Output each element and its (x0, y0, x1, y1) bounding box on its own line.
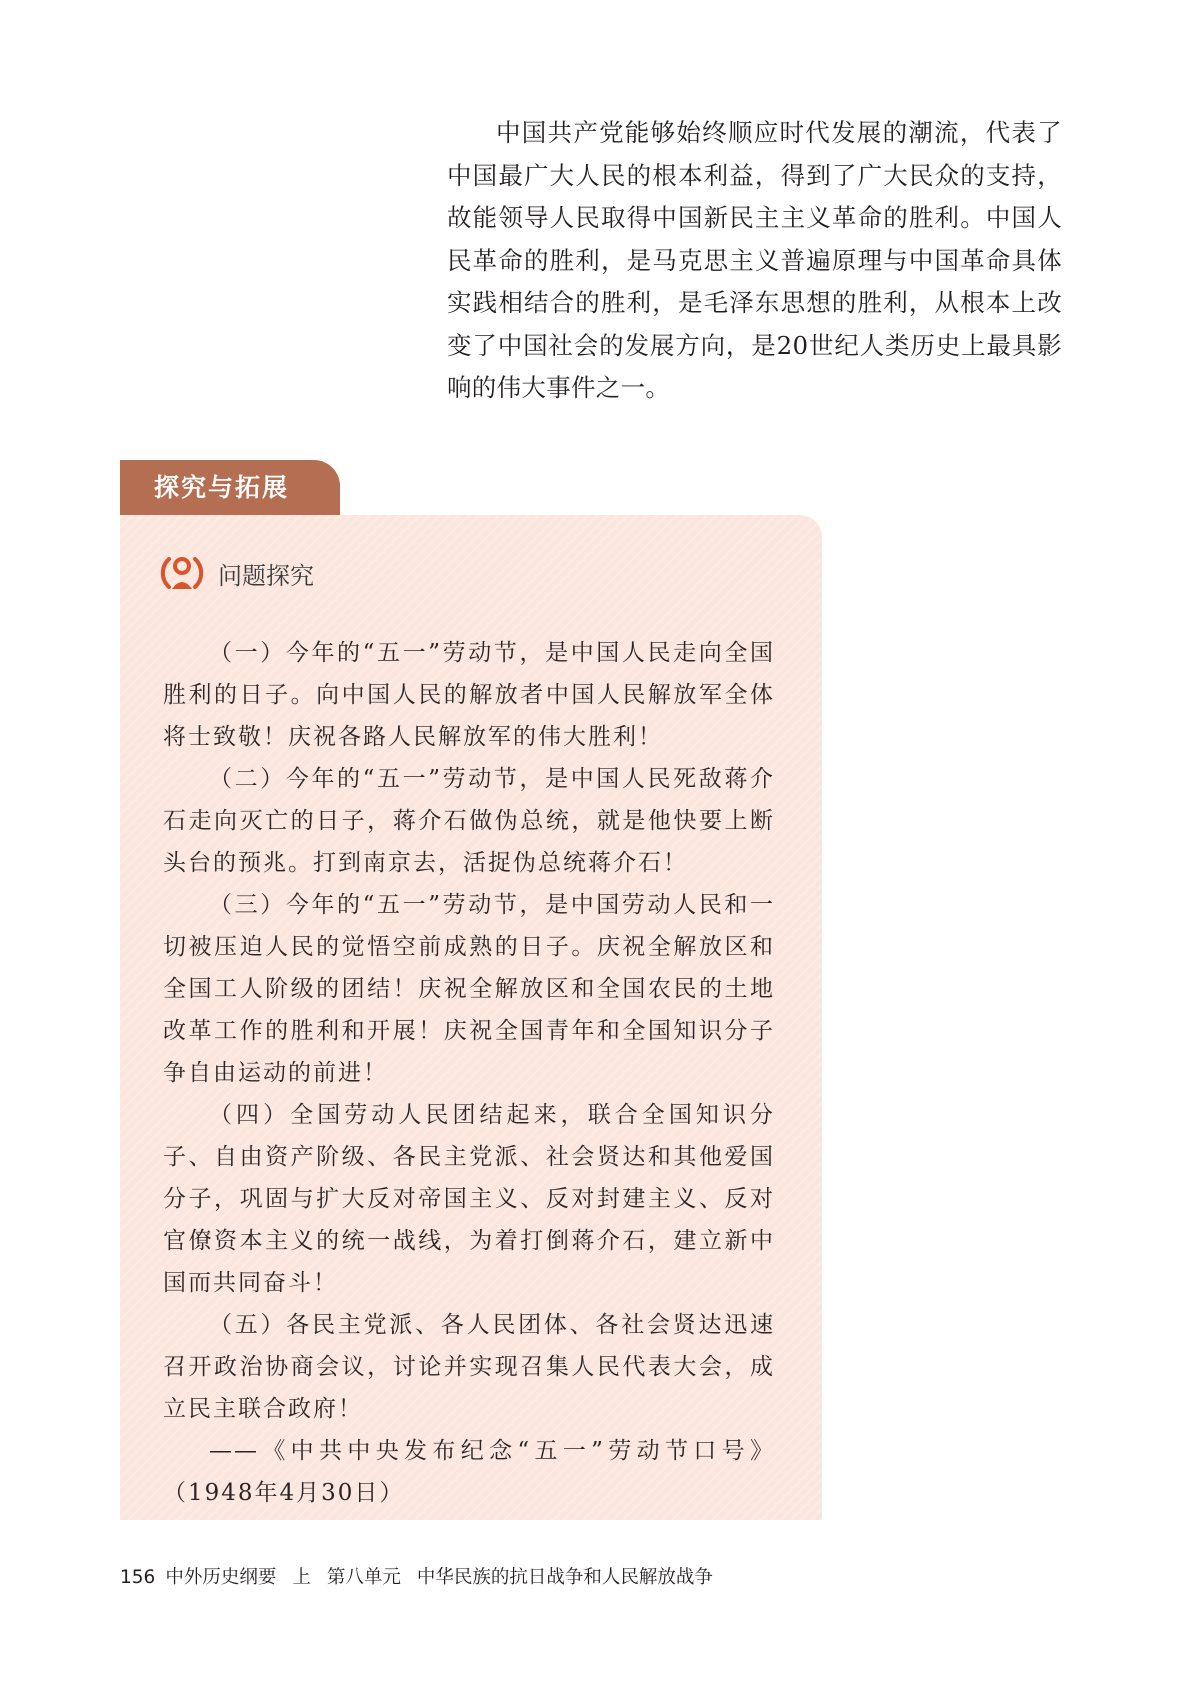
section-tab: 探究与拓展 (120, 460, 340, 515)
unit-label: 第八单元 (326, 1567, 401, 1588)
quote-paragraph-4: （四）全国劳动人民团结起来，联合全国知识分子、自由资产阶级、各民主党派、社会贤达和其他爱国分子，巩固与扩大反对帝国主义、反对封建主义、反对官僚资本主义的统一战线，为着打倒蒋介石，建立新中国而共同奋斗！ (163, 1102, 775, 1296)
quote-source: ——《中共中央发布纪念“五一”劳动节口号》（1948年4月30日） (163, 1438, 775, 1506)
quote-paragraph-5: （五）各民主党派、各人民团体、各社会贤达迅速召开政治协商会议，讨论并实现召集人民代表大会，成立民主联合政府！ (163, 1312, 775, 1422)
quote-paragraph-3: （三）今年的“五一”劳动节，是中国劳动人民和一切被压迫人民的觉悟空前成熟的日子。庆祝全解放区和全国工人阶级的团结！庆祝全解放区和全国农民的土地改革工作的胜利和开展！庆祝全国青年和全国知识分子争自由运动的前进！ (163, 892, 775, 1086)
volume-label: 上 (292, 1567, 311, 1588)
quote-paragraph-1: （一）今年的“五一”劳动节，是中国人民走向全国胜利的日子。向中国人民的解放者中国人民解放军全体将士致敬！庆祝各路人民解放军的伟大胜利！ (163, 640, 775, 750)
question-inquiry-icon (160, 551, 204, 595)
book-title: 中外历史纲要 (165, 1567, 277, 1588)
subsection-header (160, 551, 314, 595)
subsection-title: 问题探究 (218, 561, 314, 590)
page-number: 156 (120, 1567, 156, 1588)
quote-block (163, 632, 775, 1514)
quote-paragraph-2: （二）今年的“五一”劳动节，是中国人民死敌蒋介石走向灭亡的日子，蒋介石做伪总统，就是他快要上断头台的预兆。打到南京去，活捉伪总统蒋介石！ (163, 766, 775, 876)
unit-title: 中华民族的抗日战争和人民解放战争 (416, 1567, 713, 1588)
intro-paragraph: 中国共产党能够始终顺应时代发展的潮流，代表了中国最广大人民的根本利益，得到了广大民众的支持，故能领导人民取得中国新民主主义革命的胜利。中国人民革命的胜利，是马克思主义普遍原理与中国革命具体实践相结合的胜利，是毛泽东思想的胜利，从根本上改变了中国社会的发展方向，是20世纪人类历史上最具影响的伟大事件之一。 (447, 118, 1062, 402)
inquiry-panel (120, 515, 822, 1520)
page-footer (120, 1566, 713, 1590)
